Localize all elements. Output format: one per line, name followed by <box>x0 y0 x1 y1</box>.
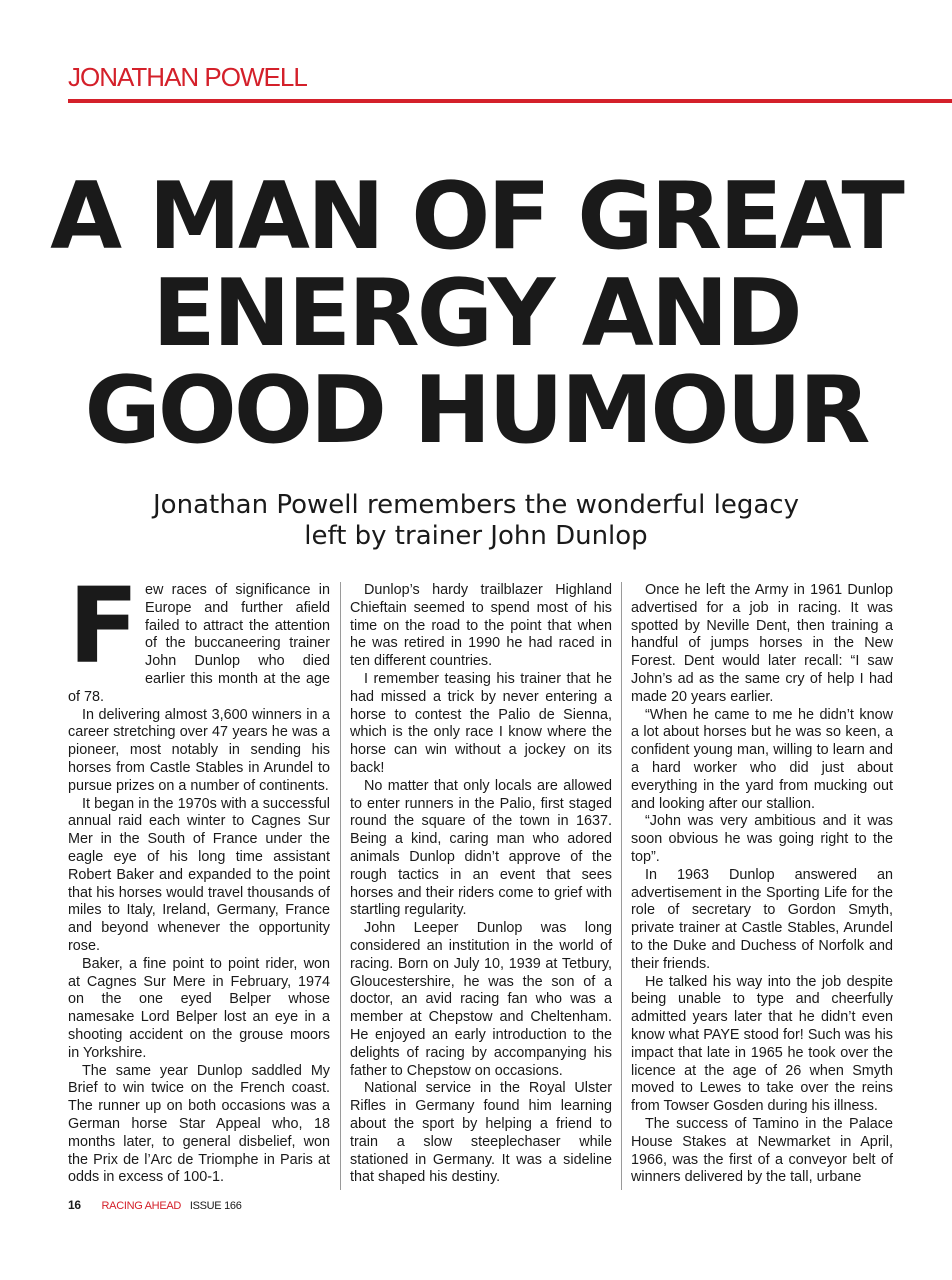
article-paragraph: No matter that only locals are allowed to enter runners in the Palio, first staged round the square of the town in 1637. Being a kind, caring man who adored animals Dunlop didn’t approve of the rough tactics in an event that sees horses and their riders come to grief with startling regularity. <box>350 777 612 919</box>
byline-rule <box>68 99 952 103</box>
article-paragraph: National service in the Royal Ulster Rifles in Germany found him learning about the sport by helping a friend to train a slow steeplechaser while stationed in Germany. It was a sideline that shaped his destiny. <box>350 1080 612 1186</box>
article-paragraph: It began in the 1970s with a successful annual raid each winter to Cagnes Sur Mer in the South of France under the eagle eye of his long time assistant Robert Baker and expanded to the point that his horses would travel thousands of miles to Italy, Ireland, Germany, France and beyond whenever the opportunity rose. <box>68 795 330 954</box>
headline-line: ENERGY AND <box>152 259 800 367</box>
article-paragraph: Baker, a fine point to point rider, won at Cagnes Sur Mere in February, 1974 on the one eyed Belper whose namesake Lord Belper lost an eye in a shooting accident on the grouse moors in Yorkshire. <box>68 955 330 1061</box>
column-divider <box>340 582 341 1190</box>
column-divider <box>621 582 622 1190</box>
headline <box>40 162 912 464</box>
article-column-1 <box>68 582 330 1187</box>
article-paragraph: Dunlop’s hardy trailblazer Highland Chieftain seemed to spend most of his time on the road to the point that when he was retired in 1990 he had raced in ten different countries. <box>350 582 612 670</box>
author-byline: JONATHAN POWELL <box>68 62 307 92</box>
article-paragraph: In 1963 Dunlop answered an advertisement in the Sporting Life for the role of secretary to Gordon Smyth, private trainer at Castle Stables, Arundel to the Duke and Duchess of Norfolk and their friends. <box>631 866 893 972</box>
magazine-name: RACING AHEAD <box>101 1200 182 1212</box>
article-paragraph: Once he left the Army in 1961 Dunlop advertised for a job in racing. It was spotted by Neville Dent, then training a handful of jumps horses in the New Forest. Dent would later recall: “I saw John’s ad as the same cry of help I had made 20 years earlier. <box>631 582 893 705</box>
article-paragraph: “When he came to me he didn’t know a lot about horses but he was so keen, a confident young man, willing to learn and a hard worker who did just about everything in the yard from mucking out and looking after our stallion. <box>631 706 893 812</box>
issue-number: ISSUE 166 <box>189 1200 242 1212</box>
article-column-2 <box>350 582 612 1187</box>
headline-line: A MAN OF GREAT <box>50 162 902 270</box>
article-paragraph: ew races of significance in Europe and further afield failed to attract the attention of the buccaneering trainer John Dunlop who died earlier this month at the age of 78. <box>68 582 330 705</box>
standfirst-line: Jonathan Powell remembers the wonderful legacy <box>153 490 799 520</box>
standfirst <box>80 490 872 552</box>
article-paragraph: “John was very ambitious and it was soon obvious he was going right to the top”. <box>631 813 893 865</box>
standfirst-line: left by trainer John Dunlop <box>304 521 648 551</box>
drop-cap: F <box>68 582 140 687</box>
page-number: 16 <box>68 1198 81 1212</box>
headline-line: GOOD HUMOUR <box>84 356 868 464</box>
article-paragraph: He talked his way into the job despite being unable to type and cheerfully admitted years later that he didn’t even know what PAYE stood for! Such was his impact that late in 1965 he took over the licence at the age of 26 when Smyth moved to Lewes to take over the reins from Towser Gosden during his illness. <box>631 973 893 1115</box>
article-paragraph: John Leeper Dunlop was long considered an institution in the world of racing. Born on July 10, 1939 at Tetbury, Gloucestershire, he was the son of a doctor, an avid racing fan who was a member at Chepstow and Cheltenham. He enjoyed an early introduction to the delights of racing by accompanying his father to Chepstow on occasions. <box>350 920 612 1079</box>
article-paragraph: The success of Tamino in the Palace House Stakes at Newmarket in April, 1966, was the first of a conveyor belt of winners delivered by the tall, urbane <box>631 1115 893 1186</box>
article-paragraph: I remember teasing his trainer that he had missed a trick by never entering a horse to contest the Palio de Sienna, which is the only race I know where the horse can win without a jockey on its back! <box>350 670 612 776</box>
page-footer <box>68 1198 242 1212</box>
article-body <box>68 582 892 1187</box>
article-column-3 <box>631 582 893 1187</box>
article-paragraph: The same year Dunlop saddled My Brief to win twice on the French coast. The runner up on both occasions was a German horse Star Appeal who, 18 months later, to general disbelief, won the Prix de l’Arc de Triomphe in Paris at odds in excess of 100-1. <box>68 1062 330 1186</box>
article-paragraph: In delivering almost 3,600 winners in a career stretching over 47 years he was a pioneer, most notably in sending his horses from Castle Stables in Arundel to pursue prizes on a number of continents. <box>68 706 330 794</box>
